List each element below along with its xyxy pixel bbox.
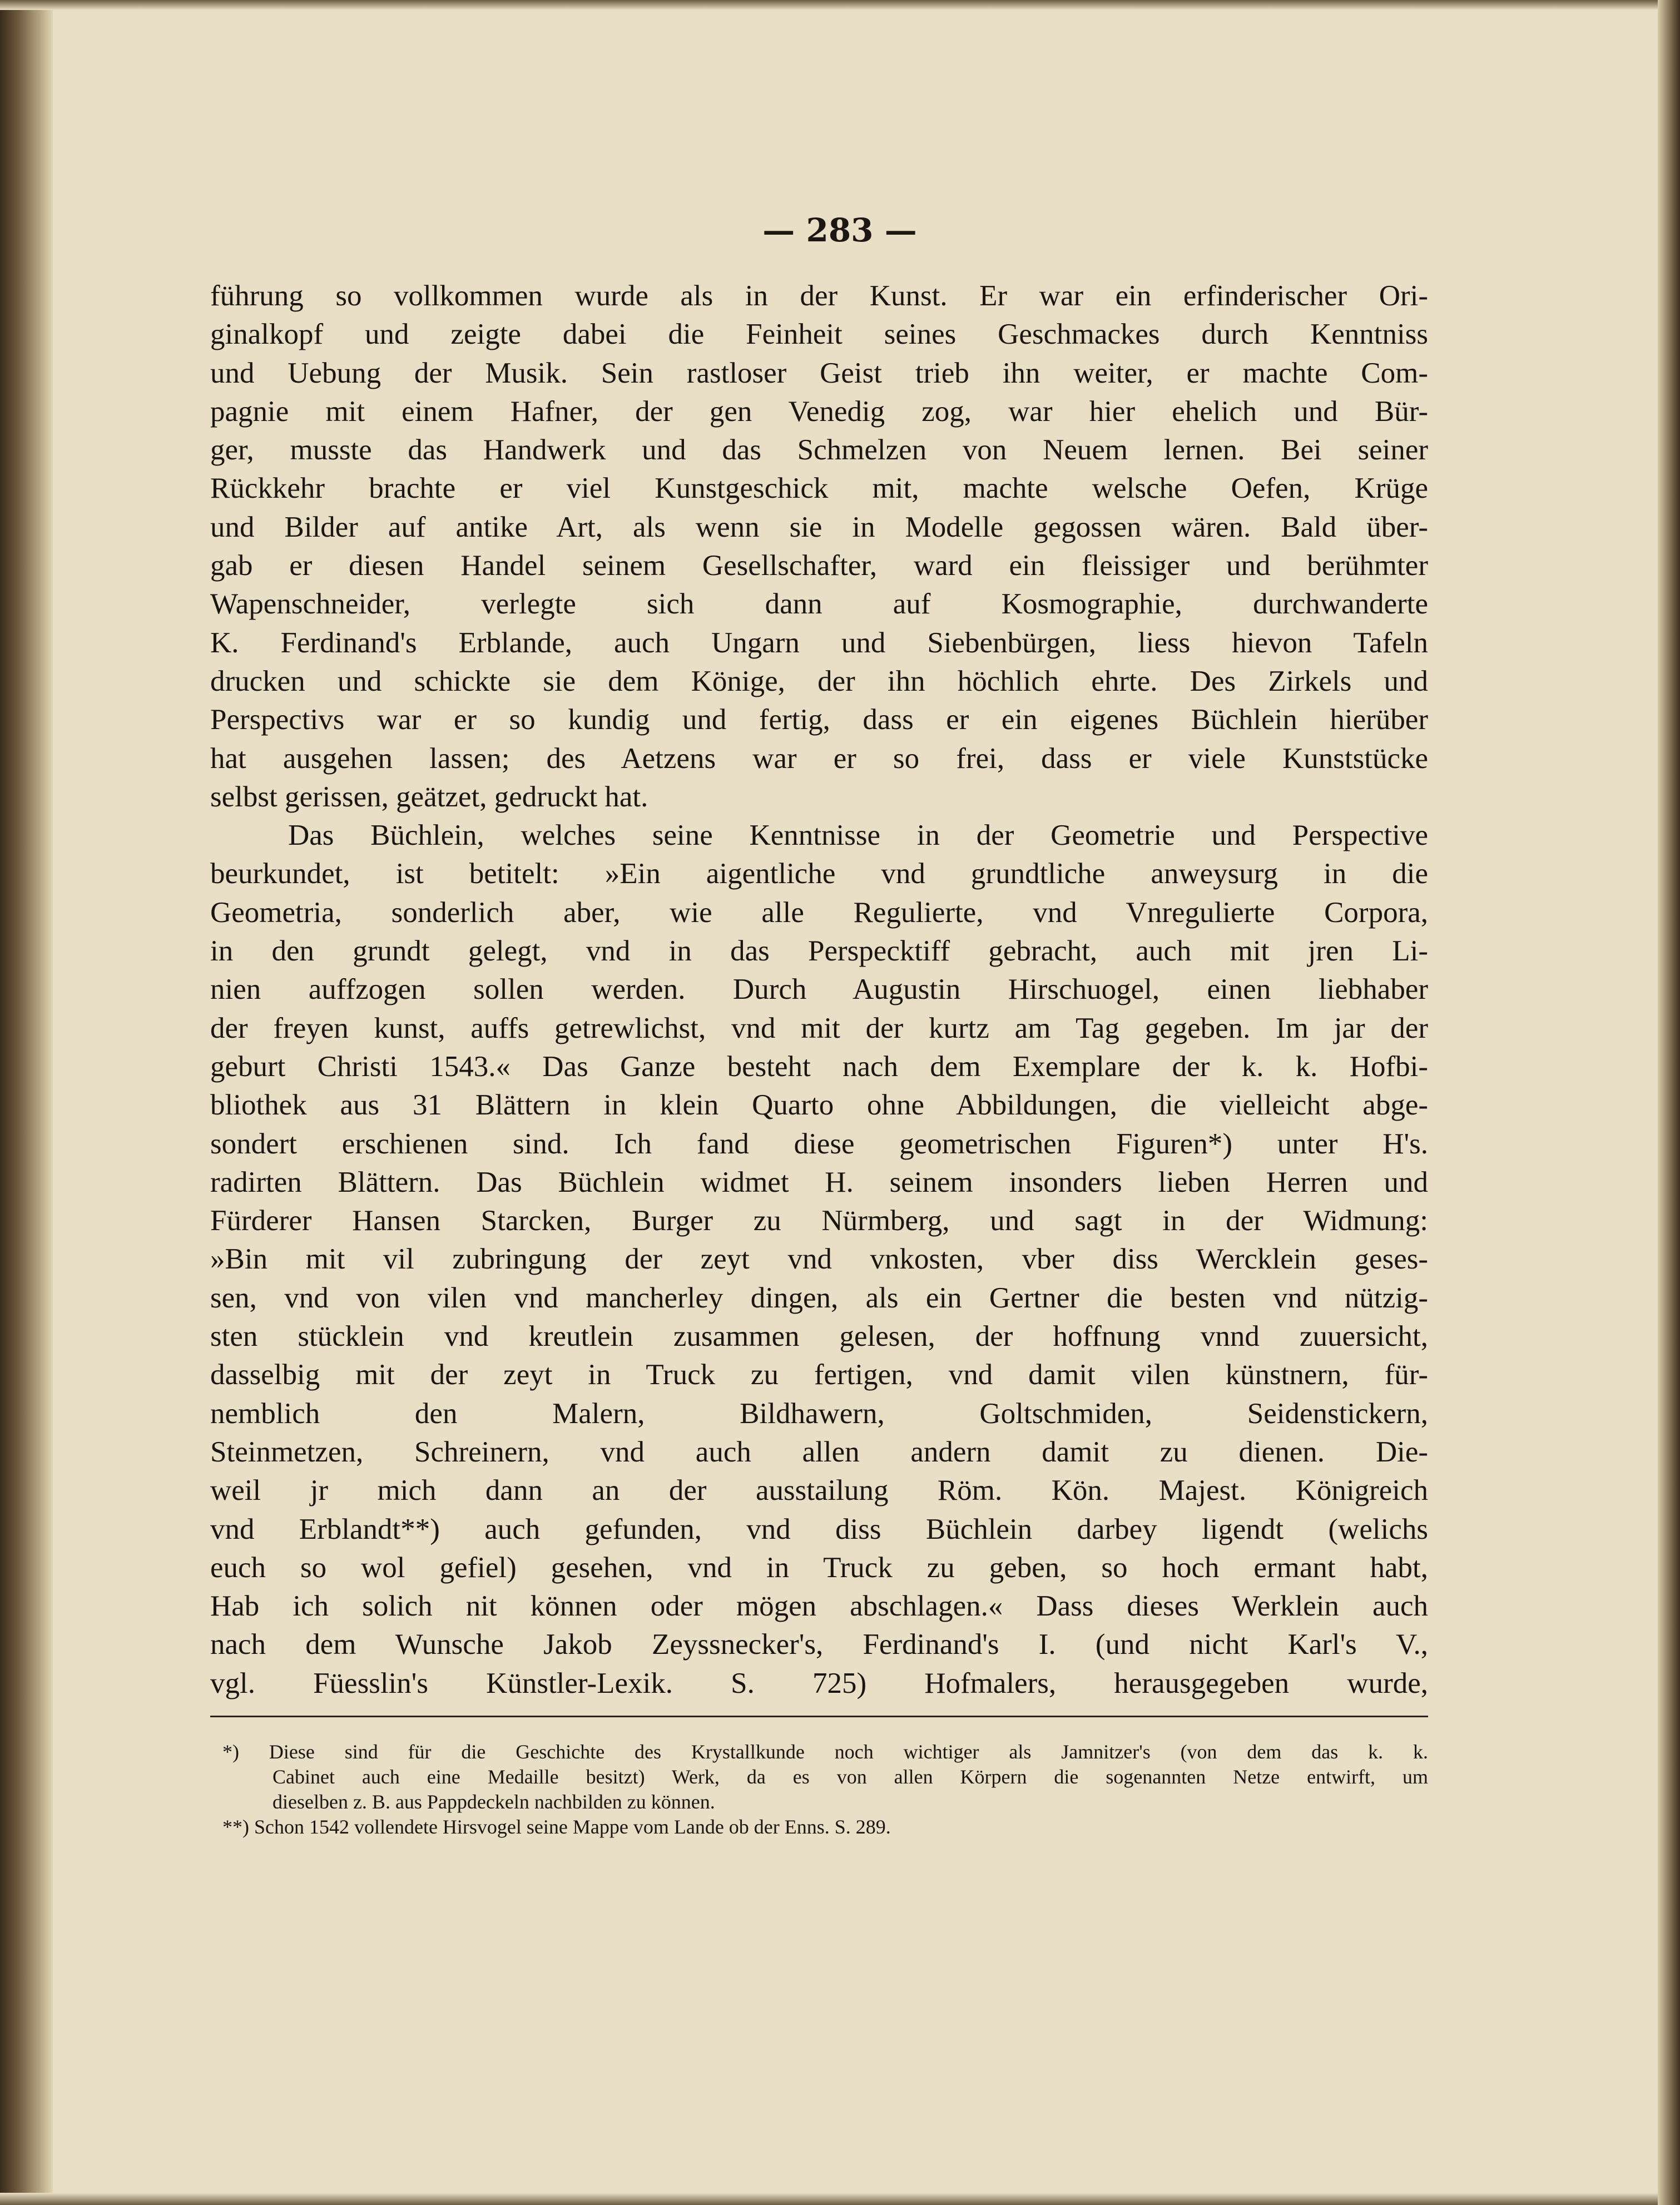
body-line: Wapenschneider, verlegte sich dann auf Kosmographie, durchwanderte (210, 588, 1428, 621)
body-line: Das Büchlein, welches seine Kenntnisse in der Geometrie und Perspective (288, 819, 1428, 852)
footnote-line: Cabinet auch eine Medaille besitzt) Werk, da es von allen Körpern die sogenannten Netze entwirft, um (272, 1766, 1428, 1788)
page-bottom-edge (0, 2193, 1680, 2205)
page-number: — 283 — (762, 211, 917, 249)
body-line: führung so vollkommen wurde als in der Kunst. Er war ein erfinderischer Ori- (210, 280, 1428, 312)
body-line: pagnie mit einem Hafner, der gen Venedig zog, war hier ehelich und Bür- (210, 395, 1428, 428)
body-line: Hab ich solich nit können oder mögen abschlagen.« Dass dieses Werklein auch (210, 1590, 1428, 1623)
body-line: sondert erschienen sind. Ich fand diese geometrischen Figuren*) unter H's. (210, 1127, 1428, 1160)
body-line: Fürderer Hansen Starcken, Burger zu Nürmberg, und sagt in der Widmung: (210, 1205, 1428, 1237)
body-line: Perspectivs war er so kundig und fertig, dass er ein eigenes Büchlein hierüber (210, 703, 1428, 736)
body-line: bliothek aus 31 Blättern in klein Quarto ohne Abbildungen, die vielleicht abge- (210, 1089, 1428, 1122)
body-line: vnd Erblandt**) auch gefunden, vnd diss Büchlein darbey ligendt (welichs (210, 1513, 1428, 1545)
body-line: sen, vnd von vilen vnd mancherley dingen, als ein Gertner die besten vnd nützig- (210, 1281, 1428, 1314)
footnote-divider (210, 1716, 1428, 1717)
body-line: gab er diesen Handel seinem Gesellschafter, ward ein fleissiger und berühmter (210, 549, 1428, 582)
page-right-edge (1658, 0, 1680, 2205)
footnotes (222, 1740, 1428, 1840)
footnote-line: **) Schon 1542 vollendete Hirsvogel seine Mappe vom Lande ob der Enns. S. 289. (222, 1816, 891, 1838)
body-line: und Uebung der Musik. Sein rastloser Geist trieb ihn weiter, er machte Com- (210, 356, 1428, 389)
body-text (210, 277, 1428, 1703)
body-line: nien auffzogen sollen werden. Durch Augustin Hirschuogel, einen liebhaber (210, 973, 1428, 1006)
body-line: radirten Blättern. Das Büchlein widmet H. seinem insonders lieben Herren und (210, 1166, 1428, 1198)
body-line: beurkundet, ist betitelt: »Ein aigentliche vnd grundtliche anweysurg in die (210, 858, 1428, 890)
body-line: nach dem Wunsche Jakob Zeyssnecker's, Ferdinand's I. (und nicht Karl's V., (210, 1628, 1428, 1661)
body-line: weil jr mich dann an der ausstailung Röm. Kön. Majest. Königreich (210, 1474, 1428, 1507)
footnote-line: *) Diese sind für die Geschichte des Krystallkunde noch wichtiger als Jamnitzer's (von dem das k. k. (222, 1741, 1428, 1763)
body-line: selbst gerissen, geätzet, gedruckt hat. (210, 780, 648, 813)
body-line: geburt Christi 1543.« Das Ganze besteht nach dem Exemplare der k. k. Hofbi- (210, 1050, 1428, 1083)
body-line: ger, musste das Handwerk und das Schmelzen von Neuem lernen. Bei seiner (210, 434, 1428, 467)
body-line: K. Ferdinand's Erblande, auch Ungarn und Siebenbürgen, liess hievon Tafeln (210, 626, 1428, 659)
body-line: Geometria, sonderlich aber, wie alle Regulierte, vnd Vnregulierte Corpora, (210, 896, 1428, 929)
footnote-line: dieselben z. B. aus Pappdeckeln nachbilden zu können. (272, 1791, 715, 1813)
body-line: Steinmetzen, Schreinern, vnd auch allen andern damit zu dienen. Die- (210, 1435, 1428, 1468)
body-line: in den grundt gelegt, vnd in das Perspecktiff gebracht, auch mit jren Li- (210, 935, 1428, 968)
body-line: euch so wol gefiel) gesehen, vnd in Truck zu geben, so hoch ermant habt, (210, 1551, 1428, 1584)
body-line: Rückkehr brachte er viel Kunstgeschick mit, machte welsche Oefen, Krüge (210, 472, 1428, 505)
body-line: der freyen kunst, auffs getrewlichst, vnd mit der kurtz am Tag gegeben. Im jar der (210, 1012, 1428, 1044)
page-top-edge (0, 0, 1680, 10)
body-line: drucken und schickte sie dem Könige, der ihn höchlich ehrte. Des Zirkels und (210, 665, 1428, 697)
body-line: nemblich den Malern, Bildhawern, Goltschmiden, Seidenstickern, (210, 1397, 1428, 1430)
body-line: dasselbig mit der zeyt in Truck zu fertigen, vnd damit vilen künstnern, für- (210, 1359, 1428, 1391)
body-line: und Bilder auf antike Art, als wenn sie in Modelle gegossen wären. Bald über- (210, 511, 1428, 543)
book-binding (0, 0, 53, 2205)
body-line: sten stücklein vnd kreutlein zusammen gelesen, der hoffnung vnnd zuuersicht, (210, 1320, 1428, 1353)
body-line: »Bin mit vil zubringung der zeyt vnd vnkosten, vber diss Wercklein geses- (210, 1243, 1428, 1276)
body-line: hat ausgehen lassen; des Aetzens war er so frei, dass er viele Kunststücke (210, 742, 1428, 775)
body-line: ginalkopf und zeigte dabei die Feinheit seines Geschmackes durch Kenntniss (210, 318, 1428, 351)
body-line: vgl. Füesslin's Künstler-Lexik. S. 725) Hofmalers, herausgegeben wurde, (210, 1667, 1428, 1699)
